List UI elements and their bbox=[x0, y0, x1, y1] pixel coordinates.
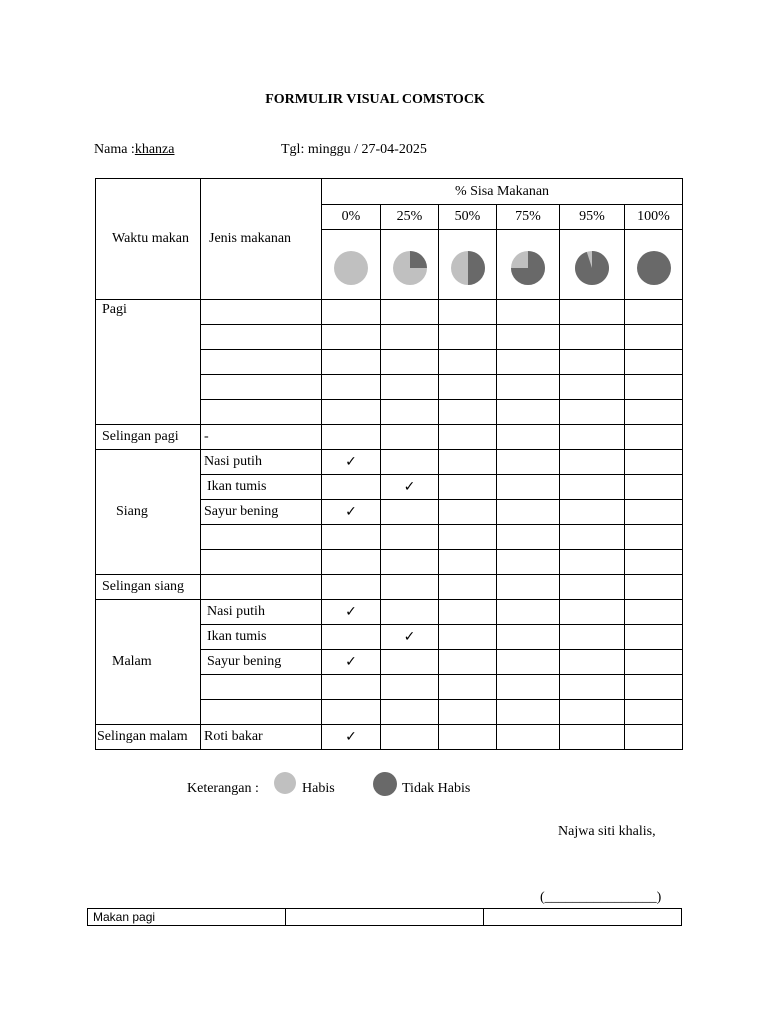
check-cell-2 bbox=[439, 325, 497, 350]
check-icon: ✓ bbox=[322, 725, 381, 750]
check-cell-4 bbox=[560, 625, 625, 650]
header-pct-4: 95% bbox=[560, 205, 625, 230]
pie-0-icon bbox=[333, 250, 369, 286]
check-cell-5 bbox=[625, 550, 683, 575]
check-icon: ✓ bbox=[322, 450, 381, 475]
check-cell-2 bbox=[439, 700, 497, 725]
header-pct-1: 25% bbox=[381, 205, 439, 230]
pie-3-icon bbox=[510, 250, 546, 286]
check-cell-2 bbox=[439, 475, 497, 500]
check-cell-0 bbox=[322, 525, 381, 550]
check-cell-3 bbox=[497, 475, 560, 500]
check-cell-0 bbox=[322, 550, 381, 575]
check-cell-2 bbox=[439, 675, 497, 700]
food-cell bbox=[201, 550, 322, 575]
check-cell-4 bbox=[560, 675, 625, 700]
check-cell-0 bbox=[322, 425, 381, 450]
check-cell-0 bbox=[322, 325, 381, 350]
check-cell-4 bbox=[560, 700, 625, 725]
check-cell-4 bbox=[560, 475, 625, 500]
check-cell-2 bbox=[439, 300, 497, 325]
meal-time-label: Selingan malam bbox=[96, 725, 201, 750]
check-cell-2 bbox=[439, 550, 497, 575]
check-cell-1 bbox=[381, 500, 439, 525]
table-row bbox=[96, 425, 683, 450]
check-cell-0 bbox=[322, 400, 381, 425]
check-icon: ✓ bbox=[381, 625, 439, 650]
check-cell-2 bbox=[439, 725, 497, 750]
check-cell-3 bbox=[497, 300, 560, 325]
food-cell: Nasi putih bbox=[201, 450, 322, 475]
signature-line: (________________) bbox=[540, 890, 662, 905]
check-cell-1 bbox=[381, 550, 439, 575]
check-cell-4 bbox=[560, 525, 625, 550]
check-cell-1 bbox=[381, 725, 439, 750]
check-cell-1 bbox=[381, 650, 439, 675]
legend-tidak-habis: Tidak Habis bbox=[402, 781, 471, 796]
pie-cell-5 bbox=[625, 230, 683, 300]
check-cell-0 bbox=[322, 625, 381, 650]
check-cell-4 bbox=[560, 725, 625, 750]
header-pct-2: 50% bbox=[439, 205, 497, 230]
header-waktu-makan: Waktu makan bbox=[96, 179, 201, 300]
check-cell-3 bbox=[497, 675, 560, 700]
table-row bbox=[96, 600, 683, 625]
check-cell-0 bbox=[322, 675, 381, 700]
check-cell-0 bbox=[322, 375, 381, 400]
check-cell-3 bbox=[497, 525, 560, 550]
check-cell-1 bbox=[381, 525, 439, 550]
check-cell-4 bbox=[560, 350, 625, 375]
check-cell-3 bbox=[497, 575, 560, 600]
check-cell-2 bbox=[439, 600, 497, 625]
check-cell-4 bbox=[560, 375, 625, 400]
check-cell-5 bbox=[625, 525, 683, 550]
signature-name: Najwa siti khalis, bbox=[558, 824, 656, 839]
food-cell: Nasi putih bbox=[201, 600, 322, 625]
table-row bbox=[96, 575, 683, 600]
check-cell-1 bbox=[381, 300, 439, 325]
check-cell-4 bbox=[560, 325, 625, 350]
check-cell-2 bbox=[439, 375, 497, 400]
header-pct-5: 100% bbox=[625, 205, 683, 230]
check-cell-2 bbox=[439, 450, 497, 475]
legend-label: Keterangan : bbox=[187, 781, 259, 796]
check-cell-0 bbox=[322, 475, 381, 500]
header-jenis-makanan: Jenis makanan bbox=[201, 179, 322, 300]
name-value: khanza bbox=[134, 142, 175, 157]
name-label: Nama : bbox=[94, 142, 135, 157]
comstock-table bbox=[95, 178, 683, 750]
check-cell-5 bbox=[625, 625, 683, 650]
check-cell-1 bbox=[381, 375, 439, 400]
food-cell: Ikan tumis bbox=[201, 475, 322, 500]
check-cell-5 bbox=[625, 650, 683, 675]
check-cell-2 bbox=[439, 350, 497, 375]
check-cell-2 bbox=[439, 650, 497, 675]
check-cell-5 bbox=[625, 725, 683, 750]
check-cell-5 bbox=[625, 450, 683, 475]
check-icon: ✓ bbox=[322, 500, 381, 525]
food-cell: - bbox=[201, 425, 322, 450]
food-cell bbox=[201, 350, 322, 375]
food-cell: Ikan tumis bbox=[201, 625, 322, 650]
meal-time-label: Selingan pagi bbox=[96, 425, 201, 450]
check-cell-3 bbox=[497, 725, 560, 750]
check-cell-1 bbox=[381, 575, 439, 600]
food-cell bbox=[201, 375, 322, 400]
check-cell-5 bbox=[625, 325, 683, 350]
pie-4-icon bbox=[574, 250, 610, 286]
check-cell-5 bbox=[625, 700, 683, 725]
food-cell: Sayur bening bbox=[201, 500, 322, 525]
check-cell-5 bbox=[625, 425, 683, 450]
table-row bbox=[96, 300, 683, 325]
check-cell-0 bbox=[322, 575, 381, 600]
check-cell-3 bbox=[497, 500, 560, 525]
check-cell-4 bbox=[560, 300, 625, 325]
bottom-cell-2 bbox=[286, 909, 484, 926]
pie-cell-4 bbox=[560, 230, 625, 300]
check-cell-5 bbox=[625, 400, 683, 425]
check-cell-3 bbox=[497, 600, 560, 625]
check-cell-2 bbox=[439, 500, 497, 525]
pie-2-icon bbox=[450, 250, 486, 286]
check-cell-0 bbox=[322, 350, 381, 375]
check-cell-4 bbox=[560, 450, 625, 475]
meal-time-label: Malam bbox=[96, 600, 201, 725]
table-row bbox=[96, 450, 683, 475]
check-cell-4 bbox=[560, 650, 625, 675]
check-cell-4 bbox=[560, 575, 625, 600]
header-pct-0: 0% bbox=[322, 205, 381, 230]
legend-habis: Habis bbox=[302, 781, 335, 796]
food-cell bbox=[201, 325, 322, 350]
check-cell-2 bbox=[439, 625, 497, 650]
check-cell-5 bbox=[625, 600, 683, 625]
check-cell-1 bbox=[381, 675, 439, 700]
check-cell-3 bbox=[497, 650, 560, 675]
check-cell-1 bbox=[381, 700, 439, 725]
check-cell-1 bbox=[381, 600, 439, 625]
check-cell-3 bbox=[497, 625, 560, 650]
food-cell bbox=[201, 525, 322, 550]
check-cell-5 bbox=[625, 500, 683, 525]
check-cell-3 bbox=[497, 425, 560, 450]
check-cell-3 bbox=[497, 375, 560, 400]
check-cell-4 bbox=[560, 400, 625, 425]
check-cell-0 bbox=[322, 300, 381, 325]
check-cell-3 bbox=[497, 350, 560, 375]
check-cell-0 bbox=[322, 700, 381, 725]
name-field bbox=[94, 142, 174, 158]
check-cell-3 bbox=[497, 325, 560, 350]
pie-cell-3 bbox=[497, 230, 560, 300]
bottom-cell-1: Makan pagi bbox=[88, 909, 286, 926]
food-cell bbox=[201, 300, 322, 325]
table-row bbox=[96, 725, 683, 750]
check-cell-1 bbox=[381, 325, 439, 350]
food-cell bbox=[201, 400, 322, 425]
check-cell-3 bbox=[497, 400, 560, 425]
meal-time-label: Selingan siang bbox=[96, 575, 201, 600]
check-cell-5 bbox=[625, 350, 683, 375]
pie-cell-1 bbox=[381, 230, 439, 300]
check-cell-3 bbox=[497, 700, 560, 725]
pie-5-icon bbox=[636, 250, 672, 286]
pie-cell-2 bbox=[439, 230, 497, 300]
bottom-table bbox=[87, 908, 682, 926]
check-icon: ✓ bbox=[381, 475, 439, 500]
check-cell-5 bbox=[625, 300, 683, 325]
check-cell-3 bbox=[497, 450, 560, 475]
check-cell-5 bbox=[625, 675, 683, 700]
check-cell-2 bbox=[439, 425, 497, 450]
check-cell-5 bbox=[625, 575, 683, 600]
food-cell bbox=[201, 700, 322, 725]
check-icon: ✓ bbox=[322, 600, 381, 625]
pie-cell-0 bbox=[322, 230, 381, 300]
check-cell-4 bbox=[560, 550, 625, 575]
food-cell bbox=[201, 575, 322, 600]
check-cell-2 bbox=[439, 575, 497, 600]
habis-icon bbox=[274, 772, 296, 794]
check-cell-5 bbox=[625, 475, 683, 500]
check-cell-4 bbox=[560, 425, 625, 450]
pie-1-icon bbox=[392, 250, 428, 286]
food-cell bbox=[201, 675, 322, 700]
check-cell-2 bbox=[439, 525, 497, 550]
check-cell-5 bbox=[625, 375, 683, 400]
meal-time-label: Pagi bbox=[96, 300, 201, 425]
bottom-cell-3 bbox=[484, 909, 682, 926]
check-cell-1 bbox=[381, 450, 439, 475]
check-cell-1 bbox=[381, 350, 439, 375]
tidak-habis-icon bbox=[373, 772, 397, 796]
check-icon: ✓ bbox=[322, 650, 381, 675]
check-cell-1 bbox=[381, 400, 439, 425]
food-cell: Sayur bening bbox=[201, 650, 322, 675]
header-sisa-makanan: % Sisa Makanan bbox=[322, 179, 683, 205]
check-cell-4 bbox=[560, 600, 625, 625]
date-field: Tgl: minggu / 27-04-2025 bbox=[281, 142, 427, 157]
legend bbox=[187, 778, 507, 802]
check-cell-1 bbox=[381, 425, 439, 450]
food-cell: Roti bakar bbox=[201, 725, 322, 750]
form-title: FORMULIR VISUAL COMSTOCK bbox=[265, 92, 485, 107]
check-cell-3 bbox=[497, 550, 560, 575]
header-pct-3: 75% bbox=[497, 205, 560, 230]
meal-time-label: Siang bbox=[96, 450, 201, 575]
check-cell-4 bbox=[560, 500, 625, 525]
check-cell-2 bbox=[439, 400, 497, 425]
